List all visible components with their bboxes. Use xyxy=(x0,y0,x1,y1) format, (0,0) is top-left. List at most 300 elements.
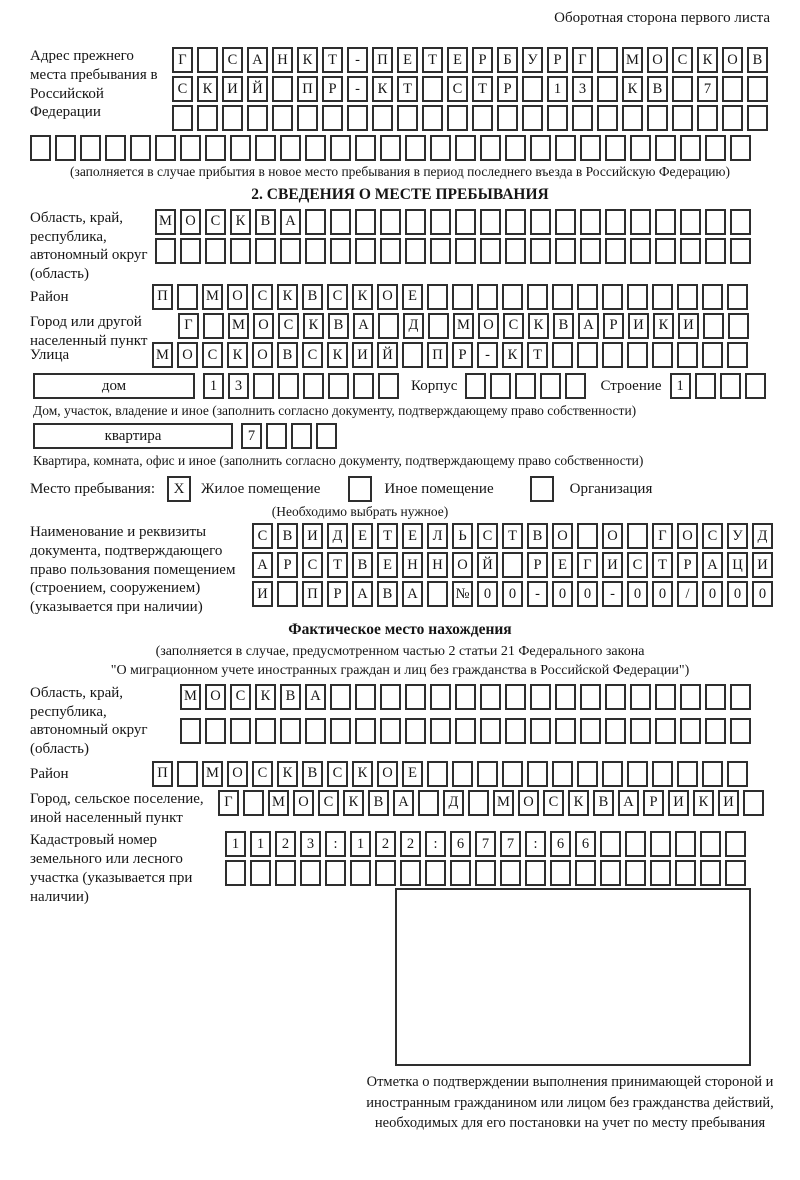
char-cell[interactable] xyxy=(322,105,343,131)
char-cell[interactable] xyxy=(375,860,396,886)
char-cell[interactable] xyxy=(695,373,716,399)
char-cell[interactable]: Т xyxy=(472,76,493,102)
char-cell[interactable] xyxy=(605,684,626,710)
char-cell[interactable] xyxy=(303,373,324,399)
char-cell[interactable]: 7 xyxy=(500,831,521,857)
char-cell[interactable] xyxy=(477,284,498,310)
char-cell[interactable]: С xyxy=(672,47,693,73)
char-cell[interactable] xyxy=(600,831,621,857)
char-cell[interactable]: О xyxy=(227,761,248,787)
char-cell[interactable] xyxy=(280,238,301,264)
char-cell[interactable]: К xyxy=(297,47,318,73)
char-cell[interactable]: Г xyxy=(218,790,239,816)
char-cell[interactable]: Е xyxy=(552,552,573,578)
char-cell[interactable] xyxy=(605,718,626,744)
char-cell[interactable]: И xyxy=(602,552,623,578)
char-cell[interactable]: М xyxy=(202,284,223,310)
char-cell[interactable] xyxy=(530,209,551,235)
char-cell[interactable] xyxy=(600,860,621,886)
char-cell[interactable] xyxy=(505,684,526,710)
char-cell[interactable]: В xyxy=(277,342,298,368)
char-cell[interactable] xyxy=(468,790,489,816)
char-cell[interactable] xyxy=(577,523,598,549)
char-cell[interactable] xyxy=(680,135,701,161)
char-cell[interactable] xyxy=(400,860,421,886)
char-cell[interactable]: К xyxy=(528,313,549,339)
char-cell[interactable] xyxy=(522,76,543,102)
char-cell[interactable] xyxy=(205,238,226,264)
char-cell[interactable] xyxy=(677,342,698,368)
char-cell[interactable] xyxy=(255,238,276,264)
char-cell[interactable] xyxy=(480,135,501,161)
char-cell[interactable]: Й xyxy=(247,76,268,102)
char-cell[interactable]: М xyxy=(202,761,223,787)
char-cell[interactable] xyxy=(630,238,651,264)
char-cell[interactable]: А xyxy=(393,790,414,816)
char-cell[interactable] xyxy=(725,860,746,886)
char-cell[interactable] xyxy=(325,860,346,886)
char-cell[interactable]: 1 xyxy=(350,831,371,857)
char-cell[interactable] xyxy=(430,238,451,264)
char-cell[interactable]: В xyxy=(553,313,574,339)
char-cell[interactable] xyxy=(625,831,646,857)
char-cell[interactable] xyxy=(502,284,523,310)
char-cell[interactable]: Р xyxy=(497,76,518,102)
char-cell[interactable] xyxy=(552,284,573,310)
char-cell[interactable] xyxy=(427,284,448,310)
char-cell[interactable] xyxy=(702,761,723,787)
char-cell[interactable] xyxy=(555,238,576,264)
char-cell[interactable] xyxy=(630,135,651,161)
char-cell[interactable] xyxy=(602,284,623,310)
char-cell[interactable] xyxy=(378,313,399,339)
char-cell[interactable] xyxy=(266,423,287,449)
char-cell[interactable] xyxy=(502,552,523,578)
char-cell[interactable] xyxy=(430,135,451,161)
char-cell[interactable] xyxy=(580,209,601,235)
char-cell[interactable] xyxy=(347,105,368,131)
char-cell[interactable] xyxy=(727,284,748,310)
char-cell[interactable]: М xyxy=(228,313,249,339)
char-cell[interactable]: 1 xyxy=(225,831,246,857)
char-cell[interactable]: О xyxy=(205,684,226,710)
char-cell[interactable]: № xyxy=(452,581,473,607)
char-cell[interactable]: И xyxy=(668,790,689,816)
char-cell[interactable]: С xyxy=(543,790,564,816)
char-cell[interactable] xyxy=(497,105,518,131)
char-cell[interactable] xyxy=(480,209,501,235)
char-cell[interactable] xyxy=(355,238,376,264)
char-cell[interactable] xyxy=(300,860,321,886)
char-cell[interactable] xyxy=(727,342,748,368)
char-cell[interactable] xyxy=(380,684,401,710)
char-cell[interactable]: Д xyxy=(403,313,424,339)
char-cell[interactable]: 0 xyxy=(477,581,498,607)
char-cell[interactable] xyxy=(730,684,751,710)
char-cell[interactable] xyxy=(155,238,176,264)
char-cell[interactable]: О xyxy=(293,790,314,816)
char-cell[interactable]: С xyxy=(252,523,273,549)
char-cell[interactable]: Д xyxy=(443,790,464,816)
char-cell[interactable]: Е xyxy=(377,552,398,578)
char-cell[interactable] xyxy=(725,831,746,857)
char-cell[interactable]: : xyxy=(525,831,546,857)
char-cell[interactable] xyxy=(627,284,648,310)
char-cell[interactable] xyxy=(525,860,546,886)
char-cell[interactable] xyxy=(680,209,701,235)
char-cell[interactable]: Т xyxy=(327,552,348,578)
char-cell[interactable] xyxy=(722,76,743,102)
char-cell[interactable]: С xyxy=(503,313,524,339)
char-cell[interactable] xyxy=(455,135,476,161)
char-cell[interactable] xyxy=(430,684,451,710)
char-cell[interactable]: Д xyxy=(752,523,773,549)
char-cell[interactable]: Б xyxy=(497,47,518,73)
char-cell[interactable] xyxy=(730,718,751,744)
char-cell[interactable]: Г xyxy=(577,552,598,578)
char-cell[interactable] xyxy=(380,135,401,161)
char-cell[interactable]: С xyxy=(252,761,273,787)
char-cell[interactable] xyxy=(680,238,701,264)
char-cell[interactable] xyxy=(722,105,743,131)
char-cell[interactable] xyxy=(540,373,561,399)
char-cell[interactable]: Й xyxy=(477,552,498,578)
char-cell[interactable]: Т xyxy=(397,76,418,102)
char-cell[interactable]: 3 xyxy=(572,76,593,102)
char-cell[interactable]: Г xyxy=(572,47,593,73)
char-cell[interactable]: В xyxy=(302,284,323,310)
char-cell[interactable]: К xyxy=(693,790,714,816)
char-cell[interactable]: К xyxy=(352,761,373,787)
char-cell[interactable]: С xyxy=(172,76,193,102)
char-cell[interactable] xyxy=(672,76,693,102)
organization-checkbox[interactable] xyxy=(530,476,554,502)
char-cell[interactable] xyxy=(130,135,151,161)
char-cell[interactable] xyxy=(255,135,276,161)
char-cell[interactable]: 6 xyxy=(550,831,571,857)
char-cell[interactable] xyxy=(447,105,468,131)
char-cell[interactable] xyxy=(505,135,526,161)
char-cell[interactable]: А xyxy=(247,47,268,73)
char-cell[interactable] xyxy=(675,860,696,886)
char-cell[interactable] xyxy=(555,718,576,744)
char-cell[interactable]: Е xyxy=(447,47,468,73)
char-cell[interactable]: С xyxy=(302,552,323,578)
char-cell[interactable] xyxy=(278,373,299,399)
char-cell[interactable]: Ь xyxy=(452,523,473,549)
char-cell[interactable] xyxy=(355,135,376,161)
char-cell[interactable]: О xyxy=(478,313,499,339)
char-cell[interactable] xyxy=(622,105,643,131)
char-cell[interactable]: С xyxy=(702,523,723,549)
char-cell[interactable] xyxy=(422,76,443,102)
char-cell[interactable] xyxy=(575,860,596,886)
char-cell[interactable]: К xyxy=(303,313,324,339)
char-cell[interactable]: П xyxy=(427,342,448,368)
char-cell[interactable]: К xyxy=(197,76,218,102)
char-cell[interactable]: 0 xyxy=(727,581,748,607)
char-cell[interactable]: Т xyxy=(377,523,398,549)
char-cell[interactable] xyxy=(452,284,473,310)
char-cell[interactable] xyxy=(355,209,376,235)
char-cell[interactable] xyxy=(477,761,498,787)
char-cell[interactable] xyxy=(330,135,351,161)
char-cell[interactable] xyxy=(555,135,576,161)
char-cell[interactable] xyxy=(405,684,426,710)
char-cell[interactable]: С xyxy=(327,761,348,787)
char-cell[interactable]: 3 xyxy=(228,373,249,399)
char-cell[interactable]: С xyxy=(477,523,498,549)
char-cell[interactable]: И xyxy=(752,552,773,578)
char-cell[interactable]: К xyxy=(230,209,251,235)
char-cell[interactable]: И xyxy=(352,342,373,368)
char-cell[interactable]: А xyxy=(280,209,301,235)
char-cell[interactable]: 0 xyxy=(702,581,723,607)
char-cell[interactable] xyxy=(205,135,226,161)
char-cell[interactable] xyxy=(397,105,418,131)
char-cell[interactable]: М xyxy=(152,342,173,368)
char-cell[interactable]: Т xyxy=(502,523,523,549)
char-cell[interactable]: О xyxy=(677,523,698,549)
char-cell[interactable] xyxy=(655,238,676,264)
char-cell[interactable]: / xyxy=(677,581,698,607)
char-cell[interactable] xyxy=(180,135,201,161)
char-cell[interactable]: К xyxy=(622,76,643,102)
char-cell[interactable]: 7 xyxy=(697,76,718,102)
char-cell[interactable]: 0 xyxy=(577,581,598,607)
char-cell[interactable] xyxy=(627,761,648,787)
char-cell[interactable] xyxy=(705,238,726,264)
char-cell[interactable] xyxy=(627,523,648,549)
char-cell[interactable]: В xyxy=(277,523,298,549)
char-cell[interactable] xyxy=(500,860,521,886)
char-cell[interactable] xyxy=(555,209,576,235)
char-cell[interactable]: С xyxy=(278,313,299,339)
char-cell[interactable] xyxy=(730,209,751,235)
char-cell[interactable]: О xyxy=(518,790,539,816)
char-cell[interactable]: 2 xyxy=(275,831,296,857)
char-cell[interactable] xyxy=(80,135,101,161)
char-cell[interactable] xyxy=(680,718,701,744)
char-cell[interactable] xyxy=(402,342,423,368)
char-cell[interactable]: Р xyxy=(643,790,664,816)
char-cell[interactable] xyxy=(703,313,724,339)
char-cell[interactable] xyxy=(720,373,741,399)
char-cell[interactable] xyxy=(675,831,696,857)
char-cell[interactable]: Р xyxy=(603,313,624,339)
house-type-box[interactable]: дом xyxy=(33,373,195,399)
char-cell[interactable]: Р xyxy=(452,342,473,368)
char-cell[interactable] xyxy=(602,761,623,787)
char-cell[interactable] xyxy=(230,135,251,161)
char-cell[interactable] xyxy=(328,373,349,399)
char-cell[interactable]: И xyxy=(718,790,739,816)
char-cell[interactable]: : xyxy=(425,831,446,857)
char-cell[interactable] xyxy=(405,135,426,161)
char-cell[interactable]: 1 xyxy=(670,373,691,399)
char-cell[interactable] xyxy=(330,684,351,710)
char-cell[interactable] xyxy=(527,761,548,787)
char-cell[interactable] xyxy=(430,718,451,744)
char-cell[interactable]: О xyxy=(452,552,473,578)
char-cell[interactable] xyxy=(105,135,126,161)
char-cell[interactable] xyxy=(465,373,486,399)
char-cell[interactable] xyxy=(180,718,201,744)
char-cell[interactable] xyxy=(330,238,351,264)
char-cell[interactable] xyxy=(405,209,426,235)
char-cell[interactable] xyxy=(316,423,337,449)
char-cell[interactable]: О xyxy=(722,47,743,73)
char-cell[interactable] xyxy=(502,761,523,787)
char-cell[interactable] xyxy=(577,761,598,787)
char-cell[interactable]: К xyxy=(502,342,523,368)
char-cell[interactable]: С xyxy=(318,790,339,816)
char-cell[interactable] xyxy=(222,105,243,131)
char-cell[interactable] xyxy=(700,860,721,886)
char-cell[interactable] xyxy=(277,581,298,607)
char-cell[interactable] xyxy=(472,105,493,131)
char-cell[interactable]: С xyxy=(202,342,223,368)
char-cell[interactable] xyxy=(330,209,351,235)
char-cell[interactable]: Р xyxy=(322,76,343,102)
char-cell[interactable]: К xyxy=(227,342,248,368)
char-cell[interactable] xyxy=(705,135,726,161)
char-cell[interactable] xyxy=(350,860,371,886)
char-cell[interactable]: П xyxy=(152,284,173,310)
char-cell[interactable]: С xyxy=(222,47,243,73)
char-cell[interactable] xyxy=(418,790,439,816)
char-cell[interactable]: Е xyxy=(402,284,423,310)
char-cell[interactable] xyxy=(177,761,198,787)
char-cell[interactable] xyxy=(522,105,543,131)
char-cell[interactable]: 0 xyxy=(502,581,523,607)
char-cell[interactable] xyxy=(580,718,601,744)
char-cell[interactable]: Н xyxy=(272,47,293,73)
char-cell[interactable]: О xyxy=(177,342,198,368)
char-cell[interactable] xyxy=(378,373,399,399)
char-cell[interactable] xyxy=(727,761,748,787)
char-cell[interactable] xyxy=(652,342,673,368)
char-cell[interactable] xyxy=(422,105,443,131)
char-cell[interactable]: Р xyxy=(547,47,568,73)
char-cell[interactable]: В xyxy=(302,761,323,787)
char-cell[interactable]: - xyxy=(527,581,548,607)
char-cell[interactable] xyxy=(702,284,723,310)
char-cell[interactable]: К xyxy=(277,284,298,310)
char-cell[interactable]: У xyxy=(727,523,748,549)
char-cell[interactable]: - xyxy=(602,581,623,607)
char-cell[interactable]: - xyxy=(477,342,498,368)
char-cell[interactable] xyxy=(180,238,201,264)
char-cell[interactable] xyxy=(272,76,293,102)
char-cell[interactable] xyxy=(555,684,576,710)
char-cell[interactable]: Е xyxy=(397,47,418,73)
char-cell[interactable]: В xyxy=(527,523,548,549)
char-cell[interactable] xyxy=(305,718,326,744)
char-cell[interactable] xyxy=(490,373,511,399)
char-cell[interactable]: 0 xyxy=(627,581,648,607)
char-cell[interactable] xyxy=(247,105,268,131)
char-cell[interactable] xyxy=(580,238,601,264)
char-cell[interactable]: К xyxy=(653,313,674,339)
char-cell[interactable]: М xyxy=(453,313,474,339)
char-cell[interactable]: П xyxy=(297,76,318,102)
char-cell[interactable]: И xyxy=(628,313,649,339)
char-cell[interactable] xyxy=(250,860,271,886)
char-cell[interactable]: В xyxy=(647,76,668,102)
char-cell[interactable] xyxy=(515,373,536,399)
char-cell[interactable] xyxy=(530,135,551,161)
char-cell[interactable] xyxy=(630,718,651,744)
char-cell[interactable]: В xyxy=(593,790,614,816)
char-cell[interactable]: С xyxy=(447,76,468,102)
char-cell[interactable] xyxy=(455,718,476,744)
char-cell[interactable] xyxy=(527,284,548,310)
char-cell[interactable]: В xyxy=(352,552,373,578)
char-cell[interactable]: 1 xyxy=(203,373,224,399)
char-cell[interactable]: М xyxy=(493,790,514,816)
char-cell[interactable]: А xyxy=(353,313,374,339)
char-cell[interactable] xyxy=(505,718,526,744)
char-cell[interactable]: 3 xyxy=(300,831,321,857)
char-cell[interactable] xyxy=(505,238,526,264)
char-cell[interactable]: Р xyxy=(277,552,298,578)
char-cell[interactable] xyxy=(547,105,568,131)
char-cell[interactable]: 7 xyxy=(241,423,262,449)
char-cell[interactable] xyxy=(597,105,618,131)
char-cell[interactable]: 1 xyxy=(250,831,271,857)
char-cell[interactable]: Т xyxy=(527,342,548,368)
char-cell[interactable] xyxy=(730,238,751,264)
char-cell[interactable] xyxy=(425,860,446,886)
char-cell[interactable]: Й xyxy=(377,342,398,368)
char-cell[interactable] xyxy=(480,684,501,710)
char-cell[interactable] xyxy=(480,718,501,744)
char-cell[interactable]: М xyxy=(622,47,643,73)
char-cell[interactable]: 6 xyxy=(450,831,471,857)
char-cell[interactable] xyxy=(355,684,376,710)
residential-checkbox[interactable]: X xyxy=(167,476,191,502)
char-cell[interactable] xyxy=(380,209,401,235)
char-cell[interactable]: К xyxy=(352,284,373,310)
char-cell[interactable]: У xyxy=(522,47,543,73)
char-cell[interactable] xyxy=(475,860,496,886)
char-cell[interactable]: С xyxy=(327,284,348,310)
char-cell[interactable] xyxy=(705,684,726,710)
char-cell[interactable] xyxy=(253,373,274,399)
char-cell[interactable]: Ц xyxy=(727,552,748,578)
char-cell[interactable]: О xyxy=(377,284,398,310)
char-cell[interactable]: Е xyxy=(352,523,373,549)
char-cell[interactable]: О xyxy=(252,342,273,368)
char-cell[interactable]: Е xyxy=(402,761,423,787)
char-cell[interactable]: С xyxy=(252,284,273,310)
char-cell[interactable] xyxy=(680,684,701,710)
char-cell[interactable]: М xyxy=(268,790,289,816)
char-cell[interactable]: 2 xyxy=(400,831,421,857)
char-cell[interactable]: : xyxy=(325,831,346,857)
char-cell[interactable]: Д xyxy=(327,523,348,549)
char-cell[interactable] xyxy=(627,342,648,368)
char-cell[interactable]: П xyxy=(152,761,173,787)
char-cell[interactable] xyxy=(745,373,766,399)
char-cell[interactable]: В xyxy=(255,209,276,235)
char-cell[interactable] xyxy=(197,47,218,73)
char-cell[interactable]: П xyxy=(302,581,323,607)
char-cell[interactable]: К xyxy=(568,790,589,816)
char-cell[interactable]: Г xyxy=(652,523,673,549)
char-cell[interactable] xyxy=(580,135,601,161)
